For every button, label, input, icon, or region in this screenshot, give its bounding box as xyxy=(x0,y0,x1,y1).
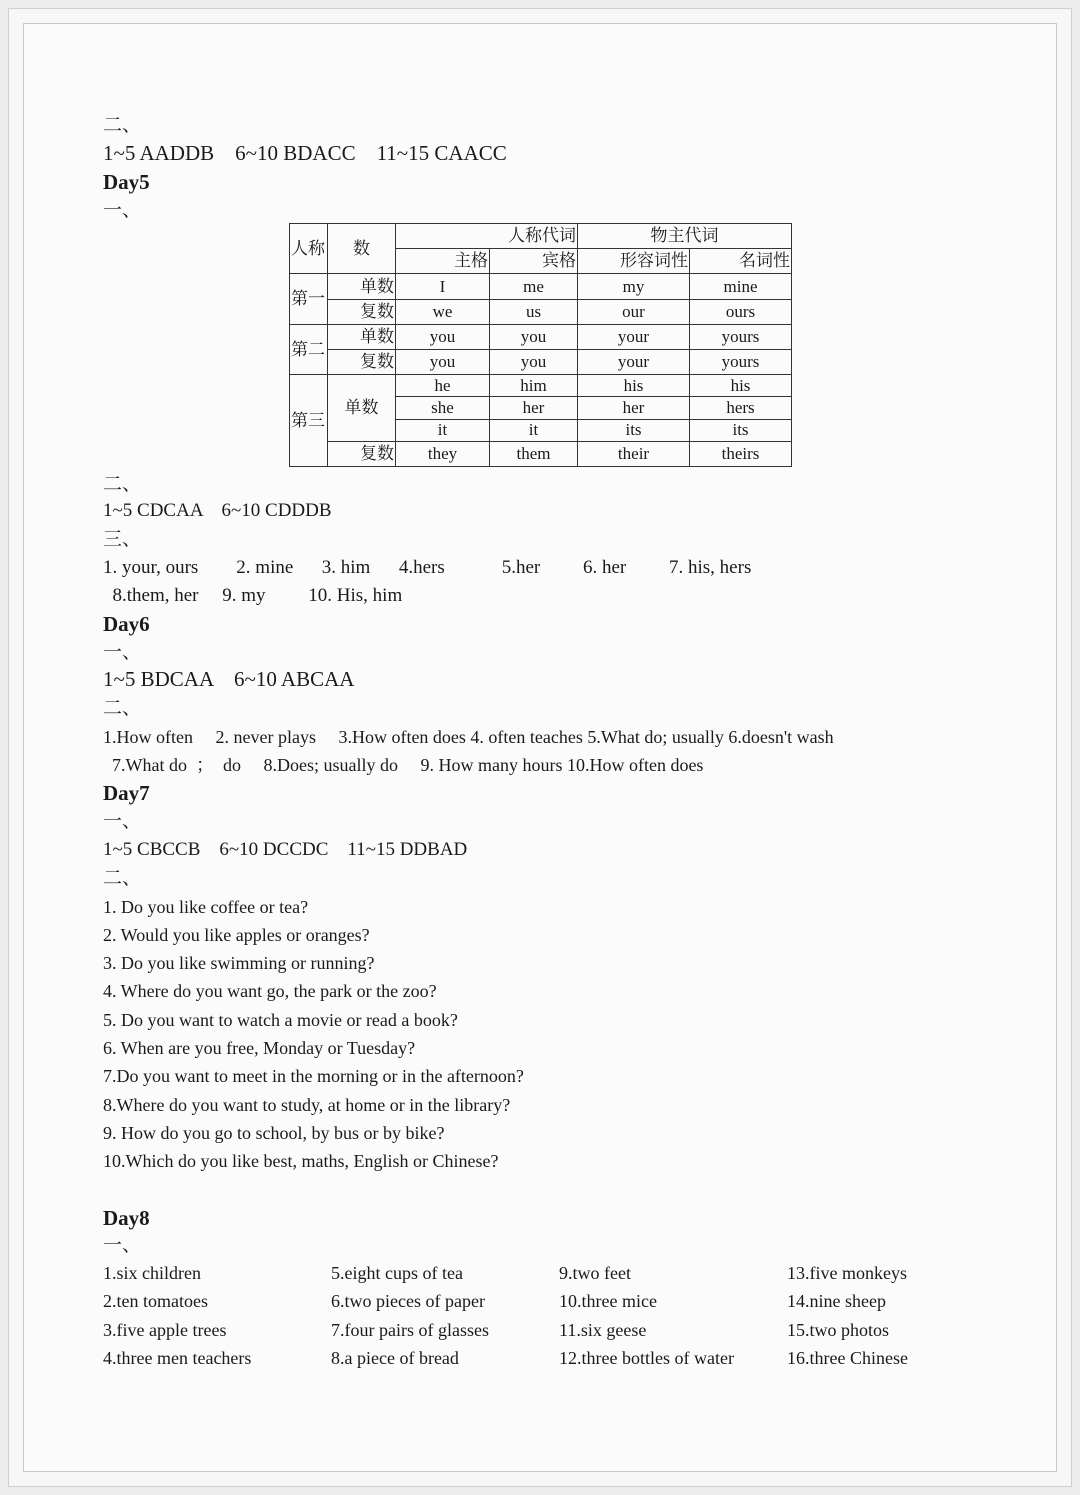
table-cell: she xyxy=(396,397,490,419)
table-cell: you xyxy=(490,324,578,349)
header-object: 宾格 xyxy=(490,249,578,274)
list-item: 4.three men teachers xyxy=(103,1348,252,1369)
list-item: 7.four pairs of glasses xyxy=(331,1319,489,1340)
list-item: 11.six geese xyxy=(559,1319,647,1340)
list-item: 5. Do you want to watch a movie or read a book? xyxy=(103,1010,458,1030)
table-cell: they xyxy=(396,441,490,466)
list-item: 1.six children xyxy=(103,1263,201,1283)
answer-line: 7.What do ； do 8.Does; usually do 9. How many hours 10.How often does xyxy=(103,755,704,775)
table-cell: him xyxy=(490,375,578,397)
table-cell: hers xyxy=(690,397,792,419)
table-cell: you xyxy=(490,350,578,375)
answer-line: 1.How often 2. never plays 3.How often does 4. often teaches 5.What do; usually 6.doesn't wash xyxy=(103,727,834,747)
list-item: 1. Do you like coffee or tea? xyxy=(103,897,309,917)
section-heading: 二、 xyxy=(103,868,142,889)
list-item: 14.nine sheep xyxy=(787,1291,886,1312)
section-heading: 三、 xyxy=(103,529,142,550)
table-cell: your xyxy=(578,324,690,349)
table-cell: it xyxy=(490,419,578,441)
answer-line: 1~5 BDCAA 6~10 ABCAA xyxy=(103,667,355,691)
list-item: 8.a piece of bread xyxy=(331,1348,459,1369)
day7-title: Day7 xyxy=(103,781,150,805)
day8-title: Day8 xyxy=(103,1206,150,1230)
answer-line: 8.them, her 9. my 10. His, him xyxy=(103,585,403,606)
table-cell: it xyxy=(396,419,490,441)
header-person: 人称 xyxy=(290,224,328,274)
day5-title: Day5 xyxy=(103,170,150,194)
list-item: 6.two pieces of paper xyxy=(331,1291,485,1312)
table-cell: its xyxy=(690,419,792,441)
list-item: 15.two photos xyxy=(787,1319,890,1340)
list-item: 7.Do you want to meet in the morning or in the afternoon? xyxy=(103,1066,524,1086)
table-cell: I xyxy=(396,274,490,299)
table-cell: us xyxy=(490,299,578,324)
list-item: 9. How do you go to school, by bus or by bike? xyxy=(103,1123,445,1143)
number-singular: 单数 xyxy=(328,375,396,442)
answer-line: 1~5 CDCAA 6~10 CDDDB xyxy=(103,500,332,521)
answer-line: 1~5 CBCCB 6~10 DCCDC 11~15 DDBAD xyxy=(103,839,468,860)
table-cell: his xyxy=(690,375,792,397)
number-singular: 单数 xyxy=(328,324,396,349)
person-third: 第三 xyxy=(290,375,328,467)
number-plural: 复数 xyxy=(328,441,396,466)
answer-line: 1. your, ours 2. mine 3. him 4.hers 5.her 6. her 7. his, hers xyxy=(103,557,752,578)
table-cell: we xyxy=(396,299,490,324)
table-cell: my xyxy=(578,274,690,299)
number-plural: 复数 xyxy=(328,299,396,324)
list-item: 3. Do you like swimming or running? xyxy=(103,953,375,973)
table-cell: his xyxy=(578,375,690,397)
list-item: 2.ten tomatoes xyxy=(103,1291,208,1312)
list-item: 10.three mice xyxy=(559,1291,657,1312)
header-adjective: 形容词性 xyxy=(578,249,690,274)
list-item: 6. When are you free, Monday or Tuesday? xyxy=(103,1038,416,1058)
header-number: 数 xyxy=(328,224,396,274)
table-cell: he xyxy=(396,375,490,397)
list-item: 2. Would you like apples or oranges? xyxy=(103,925,370,945)
list-item: 9.two feet xyxy=(559,1263,631,1283)
table-cell: me xyxy=(490,274,578,299)
number-singular: 单数 xyxy=(328,274,396,299)
table-cell: our xyxy=(578,299,690,324)
table-cell: your xyxy=(578,350,690,375)
header-subject: 主格 xyxy=(396,249,490,274)
section-heading: 一、 xyxy=(103,811,142,832)
list-item: 3.five apple trees xyxy=(103,1319,227,1340)
section-heading: 二、 xyxy=(103,698,142,719)
table-cell: yours xyxy=(690,350,792,375)
table-cell: yours xyxy=(690,324,792,349)
table-cell: you xyxy=(396,350,490,375)
table-cell: its xyxy=(578,419,690,441)
table-cell: ours xyxy=(690,299,792,324)
list-item: 13.five monkeys xyxy=(787,1263,907,1283)
table-cell: her xyxy=(490,397,578,419)
table-cell: mine xyxy=(690,274,792,299)
list-item: 12.three bottles of water xyxy=(559,1348,734,1369)
answer-column-1 xyxy=(103,1259,251,1373)
answer-line: 1~5 AADDB 6~10 BDACC 11~15 CAACC xyxy=(103,141,507,165)
number-plural: 复数 xyxy=(328,350,396,375)
section-heading: 一、 xyxy=(103,1235,142,1256)
pronoun-table xyxy=(289,223,792,467)
list-item: 8.Where do you want to study, at home or in the library? xyxy=(103,1095,511,1115)
day6-title: Day6 xyxy=(103,612,150,636)
list-item: 4. Where do you want go, the park or the zoo? xyxy=(103,981,437,1001)
list-item: 10.Which do you like best, maths, English or Chinese? xyxy=(103,1151,499,1171)
list-item: 16.three Chinese xyxy=(787,1348,908,1369)
section-heading: 一、 xyxy=(103,200,142,221)
answer-column-2 xyxy=(331,1259,489,1373)
answer-column-3 xyxy=(559,1259,734,1373)
table-cell: you xyxy=(396,324,490,349)
table-cell: theirs xyxy=(690,441,792,466)
person-second: 第二 xyxy=(290,324,328,374)
table-cell: them xyxy=(490,441,578,466)
person-first: 第一 xyxy=(290,274,328,324)
list-item: 5.eight cups of tea xyxy=(331,1263,463,1283)
section-heading: 二、 xyxy=(103,474,142,495)
table-cell: her xyxy=(578,397,690,419)
section-heading: 二、 xyxy=(103,115,142,136)
table-cell: their xyxy=(578,441,690,466)
header-possessive-pronoun: 物主代词 xyxy=(578,224,792,249)
header-personal-pronoun: 人称代词 xyxy=(396,224,578,249)
header-noun: 名词性 xyxy=(690,249,792,274)
section-heading: 一、 xyxy=(103,642,142,663)
answer-column-4 xyxy=(787,1259,908,1373)
